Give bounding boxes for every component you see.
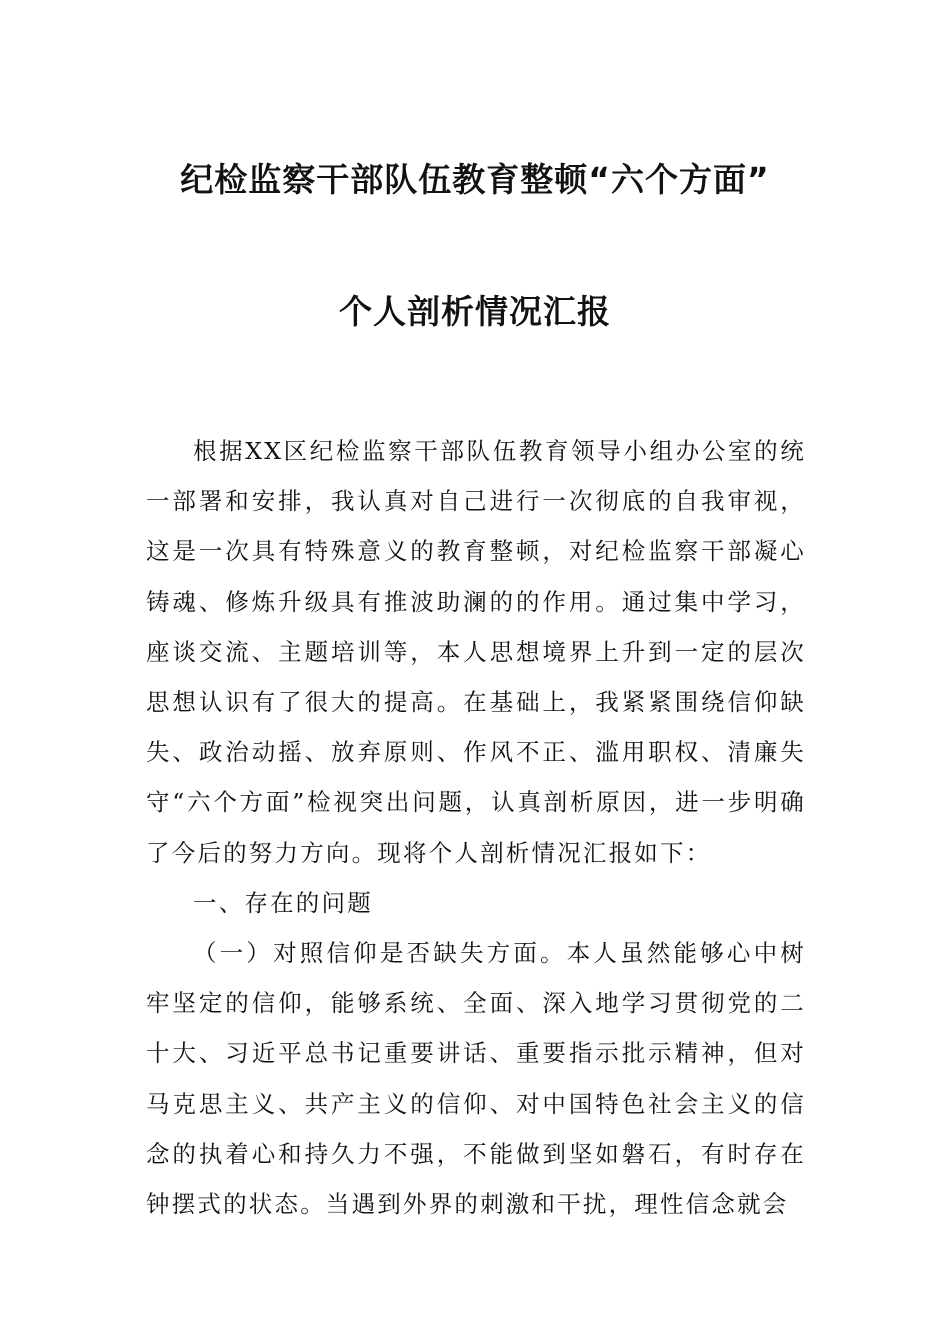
document-title-line-1: 纪检监察干部队伍教育整顿“六个方面” (180, 160, 770, 199)
body-paragraph-belief: （一）对照信仰是否缺失方面。本人虽然能够心中树牢坚定的信仰，能够系统、全面、深入地学习贯彻党的二十大、习近平总书记重要讲话、重要指示批示精神，但对马克思主义、共产主义的信仰、对中国特色社会主义的信念的执着心和持久力不强，不能做到坚如磐石，有时存在钟摆式的状态。当遇到外界的刺激和干扰，理性信念就会 (146, 939, 806, 1219)
document-body (146, 426, 806, 1229)
document-title-line-2: 个人剖析情况汇报 (339, 292, 611, 331)
body-paragraph-intro: 根据XX区纪检监察干部队伍教育领导小组办公室的统一部署和安排，我认真对自己进行一次彻底的自我审视，这是一次具有特殊意义的教育整顿，对纪检监察干部凝心铸魂、修炼升级具有推波助澜的的作用。通过集中学习，座谈交流、主题培训等，本人思想境界上升到一定的层次思想认识有了很大的提高。在基础上，我紧紧围绕信仰缺失、政治动摇、放弃原则、作风不正、滥用职权、清廉失守“六个方面”检视突出问题，认真剖析原因，进一步明确了今后的努力方向。现将个人剖析情况汇报如下： (146, 437, 806, 867)
section-heading-existing-problems: 一、存在的问题 (193, 888, 373, 917)
